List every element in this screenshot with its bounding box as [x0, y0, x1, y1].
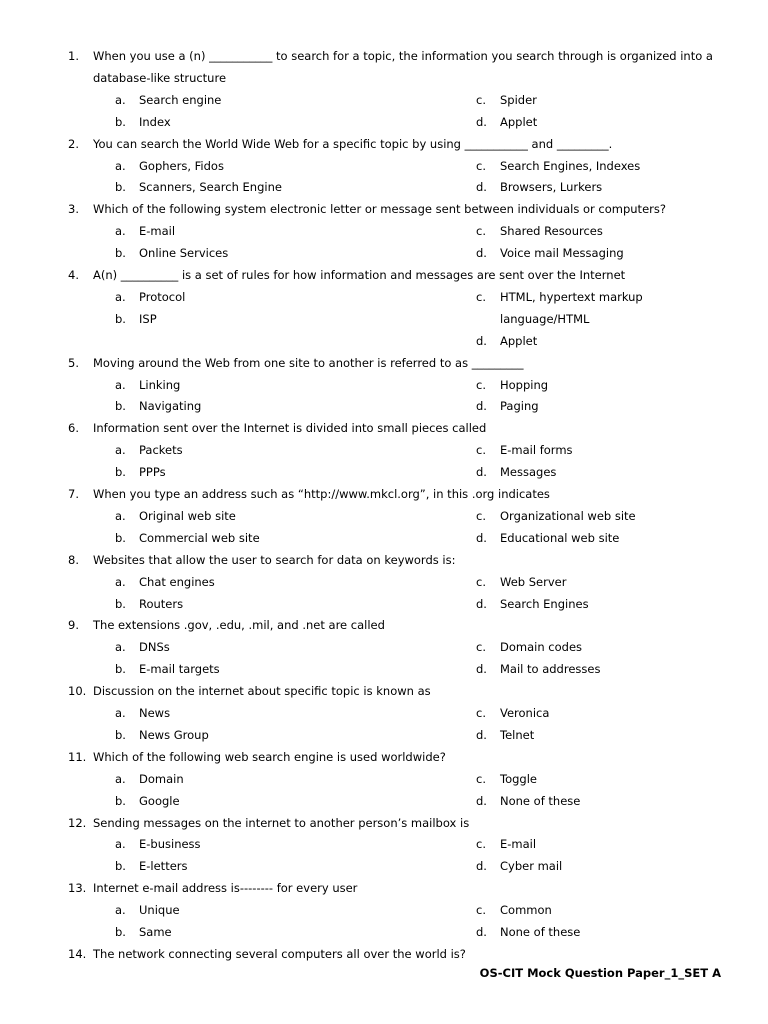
option-letter: a.	[115, 158, 126, 173]
option-text: Voice mail Messaging	[500, 246, 624, 261]
option-text: Mail to addresses	[500, 662, 601, 677]
option-letter: c.	[476, 508, 486, 523]
option-text: Organizational web site	[500, 508, 636, 523]
option-text: Scanners, Search Engine	[139, 180, 282, 195]
option-letter: a.	[115, 289, 126, 304]
option-text: Hopping	[500, 377, 549, 392]
question-text: Sending messages on the internet to another person’s mailbox is	[93, 815, 470, 830]
option-text: Domain codes	[500, 640, 583, 655]
option-text: Applet	[500, 114, 538, 129]
question-number: 5.	[68, 355, 79, 370]
option-letter: c.	[476, 706, 486, 720]
option-letter: c.	[476, 289, 486, 304]
option-text: E-mail targets	[139, 662, 220, 677]
option-text: Same	[139, 925, 172, 939]
option-text: Packets	[139, 443, 183, 458]
option-text: Cyber mail	[500, 859, 563, 874]
question-text: You can search the World Wide Web for a specific topic by using ___________ and _________.	[93, 136, 613, 151]
option-letter: b.	[115, 925, 126, 939]
option-letter: d.	[476, 530, 487, 545]
option-letter: c.	[476, 903, 486, 918]
option-letter: b.	[115, 246, 126, 261]
option-text: Common	[500, 903, 552, 918]
question-number: 8.	[68, 552, 79, 567]
option-letter: d.	[476, 727, 487, 742]
option-text: Search engine	[139, 92, 222, 107]
option-text: Search Engines, Indexes	[500, 158, 641, 173]
option-letter: b.	[115, 530, 126, 545]
option-letter: d.	[476, 859, 487, 874]
option-text: Browsers, Lurkers	[500, 180, 603, 195]
option-letter: c.	[476, 443, 486, 458]
option-letter: b.	[115, 793, 126, 808]
option-letter: d.	[476, 180, 487, 195]
question-line	[68, 549, 728, 571]
option-letter: c.	[476, 158, 486, 173]
option-text: Toggle	[500, 771, 537, 786]
option-text: E-mail	[500, 837, 537, 852]
option-text: HTML, hypertext markup	[500, 289, 643, 304]
option-text: Spider	[500, 92, 537, 107]
question-line	[68, 680, 728, 702]
option-letter: a.	[115, 640, 126, 655]
option-letter: b.	[115, 114, 126, 129]
option-letter: d.	[476, 399, 487, 414]
option-text: PPPs	[139, 465, 166, 480]
option-text: News	[139, 706, 171, 720]
option-text: Domain	[139, 771, 184, 786]
option-letter: d.	[476, 246, 487, 261]
option-text-continued-line: language/HTML	[500, 311, 590, 326]
option-letter: b.	[115, 596, 126, 611]
option-text: Protocol	[139, 289, 186, 304]
question-text: Information sent over the Internet is divided into small pieces called	[93, 421, 487, 436]
option-letter: a.	[115, 903, 126, 918]
option-letter: a.	[115, 92, 126, 107]
option-text: Telnet	[500, 727, 535, 742]
question-number: 6.	[68, 421, 79, 436]
question-line	[68, 45, 728, 67]
option-text: Applet	[500, 333, 538, 348]
question-line	[68, 352, 728, 374]
option-text: Search Engines	[500, 596, 589, 611]
option-text: Linking	[139, 377, 181, 392]
option-text: Commercial web site	[139, 530, 260, 545]
option-letter: a.	[115, 837, 126, 852]
option-letter: d.	[476, 333, 487, 348]
option-letter: a.	[115, 574, 126, 589]
option-letter: c.	[476, 92, 486, 107]
option-letter: d.	[476, 114, 487, 129]
question-text: The extensions .gov, .edu, .mil, and .net are called	[93, 618, 385, 633]
question-number: 9.	[68, 618, 79, 633]
option-letter: a.	[115, 771, 126, 786]
option-text: Educational web site	[500, 530, 620, 545]
question-line	[68, 264, 728, 286]
option-text: None of these	[500, 925, 581, 939]
question-number: 12.	[68, 815, 87, 830]
option-letter: a.	[115, 224, 126, 239]
option-letter: c.	[476, 640, 486, 655]
question-number: 7.	[68, 487, 79, 501]
option-text: Messages	[500, 465, 557, 480]
question-line	[68, 198, 728, 220]
option-text: Navigating	[139, 399, 202, 414]
option-text: None of these	[500, 793, 581, 808]
option-letter: d.	[476, 662, 487, 677]
option-letter: d.	[476, 465, 487, 480]
option-text: Veronica	[500, 706, 550, 720]
option-letter: c.	[476, 574, 486, 589]
question-text: Discussion on the internet about specific topic is known as	[93, 684, 431, 699]
question-number: 2.	[68, 136, 79, 151]
option-letter: c.	[476, 377, 486, 392]
option-text: DNSs	[139, 640, 170, 655]
question-text: When you type an address such as “http://www.mkcl.org”, in this .org indicates	[93, 487, 550, 501]
option-text: Paging	[500, 399, 539, 414]
option-letter: d.	[476, 925, 487, 939]
option-letter: b.	[115, 727, 126, 742]
option-text: Web Server	[500, 574, 567, 589]
question-number: 11.	[68, 749, 87, 764]
question-number: 3.	[68, 202, 79, 217]
question-line	[68, 746, 728, 768]
option-letter: c.	[476, 771, 486, 786]
option-text: Routers	[139, 596, 184, 611]
question-text: The network connecting several computers all over the world is?	[93, 946, 466, 961]
question-line	[68, 614, 728, 636]
option-text: Unique	[139, 903, 180, 918]
option-letter: a.	[115, 508, 126, 523]
option-text: E-letters	[139, 859, 188, 874]
question-text: Moving around the Web from one site to another is referred to as _________	[93, 355, 524, 370]
page-footer: OS-CIT Mock Question Paper_1_SET A	[479, 966, 721, 980]
option-text: Shared Resources	[500, 224, 603, 239]
option-letter: d.	[476, 596, 487, 611]
option-letter: b.	[115, 311, 126, 326]
question-text: When you use a (n) ___________ to search for a topic, the information you search through is organized into a	[93, 49, 713, 63]
option-text: ISP	[139, 311, 157, 326]
question-line	[68, 133, 728, 155]
question-number: 13.	[68, 881, 87, 896]
question-line	[68, 483, 728, 505]
option-text: E-business	[139, 837, 201, 852]
option-text: Online Services	[139, 246, 229, 261]
option-text: Index	[139, 114, 171, 129]
question-line	[68, 877, 728, 899]
question-number: 4.	[68, 268, 79, 282]
option-text: Google	[139, 793, 180, 808]
question-line	[68, 812, 728, 834]
option-letter: c.	[476, 224, 486, 239]
option-letter: a.	[115, 443, 126, 458]
option-letter: c.	[476, 837, 486, 852]
question-text: Websites that allow the user to search for data on keywords is:	[93, 552, 456, 567]
option-text: News Group	[139, 727, 209, 742]
option-letter: b.	[115, 859, 126, 874]
option-letter: b.	[115, 399, 126, 414]
question-text-continued: database-like structure	[93, 70, 227, 85]
option-letter: b.	[115, 465, 126, 480]
question-text: Which of the following system electronic letter or message sent between individuals or computers?	[93, 202, 666, 217]
question-number: 14.	[68, 946, 87, 961]
question-number: 1.	[68, 49, 79, 63]
option-text: E-mail forms	[500, 443, 573, 458]
option-letter: a.	[115, 706, 126, 720]
question-number: 10.	[68, 684, 87, 699]
question-text: A(n) __________ is a set of rules for how information and messages are sent over the Internet	[93, 268, 626, 282]
question-text: Which of the following web search engine is used worldwide?	[93, 749, 446, 764]
option-letter: b.	[115, 180, 126, 195]
option-text: Gophers, Fidos	[139, 158, 224, 173]
question-text: Internet e-mail address is-------- for every user	[93, 881, 358, 896]
question-line	[68, 417, 728, 439]
option-text: E-mail	[139, 224, 176, 239]
option-text: Chat engines	[139, 574, 215, 589]
option-text: Original web site	[139, 508, 236, 523]
option-letter: a.	[115, 377, 126, 392]
option-letter: d.	[476, 793, 487, 808]
option-letter: b.	[115, 662, 126, 677]
